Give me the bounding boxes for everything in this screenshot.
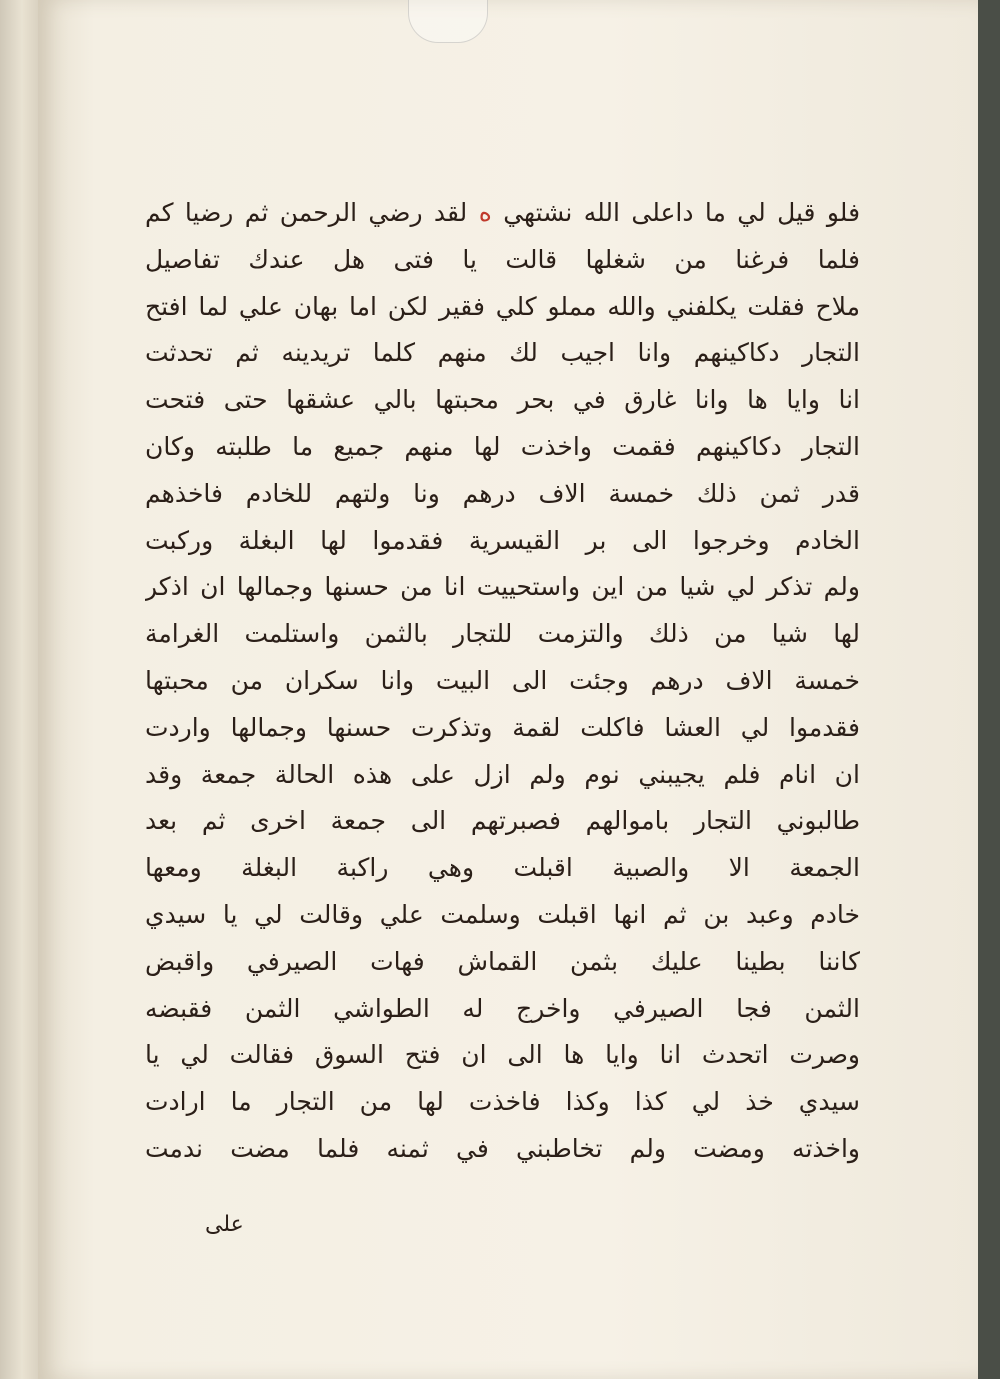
text-line-21: واخذته ومضت ولم تخاطبني في ثمنه فلما مضت ندمت bbox=[145, 1133, 860, 1163]
text-line-19: وصرت اتحدث انا وايا ها الى ان فتح السوق فقالت لي يا bbox=[145, 1040, 860, 1070]
text-line-17: كاننا بطينا عليك بثمن القماش فهات الصيرفي واقبض bbox=[145, 946, 860, 976]
page-clip bbox=[408, 0, 488, 43]
text-line-1-end: لقد رضي الرحمن ثم رضيا كم bbox=[145, 198, 468, 227]
text-line-1 bbox=[145, 190, 860, 237]
red-section-mark: ه bbox=[478, 198, 492, 227]
text-line-18: الثمن فجا الصيرفي واخرج له الطواشي الثمن فقبضه bbox=[145, 993, 860, 1023]
facing-page-edge bbox=[0, 0, 41, 1379]
text-line-5: انا وايا ها وانا غارق في بحر محبتها بالي عشقها حتى فتحت bbox=[145, 385, 860, 415]
text-line-8: الخادم وخرجوا الى بر القيسرية فقدموا لها البغلة وركبت bbox=[145, 525, 860, 555]
text-line-4: التجار دكاكينهم وانا اجيب لك منهم كلما تريدينه ثم تحدثت bbox=[145, 338, 860, 368]
text-line-12: فقدموا لي العشا فاكلت لقمة وتذكرت حسنها وجمالها واردت bbox=[145, 712, 860, 742]
text-line-2: فلما فرغنا من شغلها قالت يا فتى هل عندك تفاصيل bbox=[145, 244, 860, 274]
text-line-14: طالبوني التجار باموالهم فصبرتهم الى جمعة اخرى ثم بعد bbox=[145, 806, 860, 836]
scan-background-edge bbox=[978, 0, 1000, 1379]
text-line-1-start: فلو قيل لي ما داعلى الله نشتهي bbox=[503, 198, 860, 227]
catchword: على bbox=[205, 1212, 244, 1237]
text-line-6: التجار دكاكينهم فقمت واخذت لها منهم جميع ما طلبته وكان bbox=[145, 431, 860, 461]
text-line-16: خادم وعبد بن ثم انها اقبلت وسلمت علي وقالت لي يا سيدي bbox=[145, 899, 860, 929]
manuscript-text-block bbox=[145, 190, 860, 1173]
text-line-10: لها شيا من ذلك والتزمت للتجار بالثمن واستلمت الغرامة bbox=[145, 619, 860, 649]
text-line-20: سيدي خذ لي كذا وكذا فاخذت لها من التجار ما ارادت bbox=[145, 1087, 860, 1117]
text-line-7: قدر ثمن ذلك خمسة الاف درهم ونا ولتهم للخادم فاخذهم bbox=[145, 478, 860, 508]
text-line-11: خمسة الاف درهم وجئت الى البيت وانا سكران من محبتها bbox=[145, 665, 860, 695]
text-line-3: ملاح فقلت يكلفني والله مملو كلي فقير لكن اما بهان علي لما افتح bbox=[145, 291, 860, 321]
text-line-13: ان انام فلم يجيبني نوم ولم ازل على هذه الحالة جمعة وقد bbox=[145, 759, 860, 789]
text-line-9: ولم تذكر لي شيا من اين واستحييت انا من حسنها وجمالها ان اذكر bbox=[145, 572, 860, 602]
text-line-15: الجمعة الا والصبية اقبلت وهي راكبة البغلة ومعها bbox=[145, 853, 860, 883]
